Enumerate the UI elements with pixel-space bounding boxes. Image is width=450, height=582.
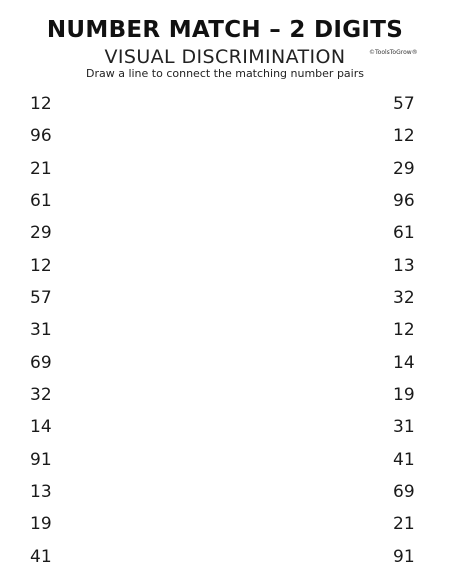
left-number: 32 <box>30 385 52 406</box>
left-number: 29 <box>30 223 52 244</box>
left-number: 57 <box>30 288 52 309</box>
left-number: 19 <box>30 514 52 535</box>
right-number: 13 <box>393 255 415 276</box>
right-number: 69 <box>393 482 415 503</box>
instructions-text: Draw a line to connect the matching number pairs <box>85 67 364 80</box>
right-number: 29 <box>393 158 415 179</box>
right-number: 41 <box>393 449 415 470</box>
left-number: 14 <box>30 417 52 438</box>
worksheet-title: NUMBER MATCH – 2 DIGITS <box>46 17 404 43</box>
right-number: 14 <box>393 352 415 373</box>
left-number: 21 <box>30 158 52 179</box>
right-number: 21 <box>393 514 415 535</box>
worksheet-subtitle: VISUAL DISCRIMINATION <box>104 46 346 68</box>
right-number: 31 <box>393 417 415 438</box>
left-number: 13 <box>30 482 52 503</box>
copyright-mark: ©ToolsToGrow® <box>369 49 418 56</box>
left-number: 41 <box>30 546 52 567</box>
right-number: 61 <box>393 223 415 244</box>
right-number: 57 <box>393 94 415 114</box>
left-number: 96 <box>30 126 52 147</box>
left-number: 31 <box>30 320 52 341</box>
right-number: 91 <box>393 546 415 567</box>
left-number: 69 <box>30 352 52 373</box>
left-number: 91 <box>30 449 52 470</box>
left-number: 12 <box>30 255 52 276</box>
right-number: 12 <box>393 126 415 147</box>
right-number-column <box>393 94 415 579</box>
right-number: 19 <box>393 385 415 406</box>
left-number: 12 <box>30 94 52 114</box>
right-number: 12 <box>393 320 415 341</box>
left-number: 61 <box>30 191 52 212</box>
right-number: 32 <box>393 288 415 309</box>
left-number-column <box>30 94 52 579</box>
right-number: 96 <box>393 191 415 212</box>
